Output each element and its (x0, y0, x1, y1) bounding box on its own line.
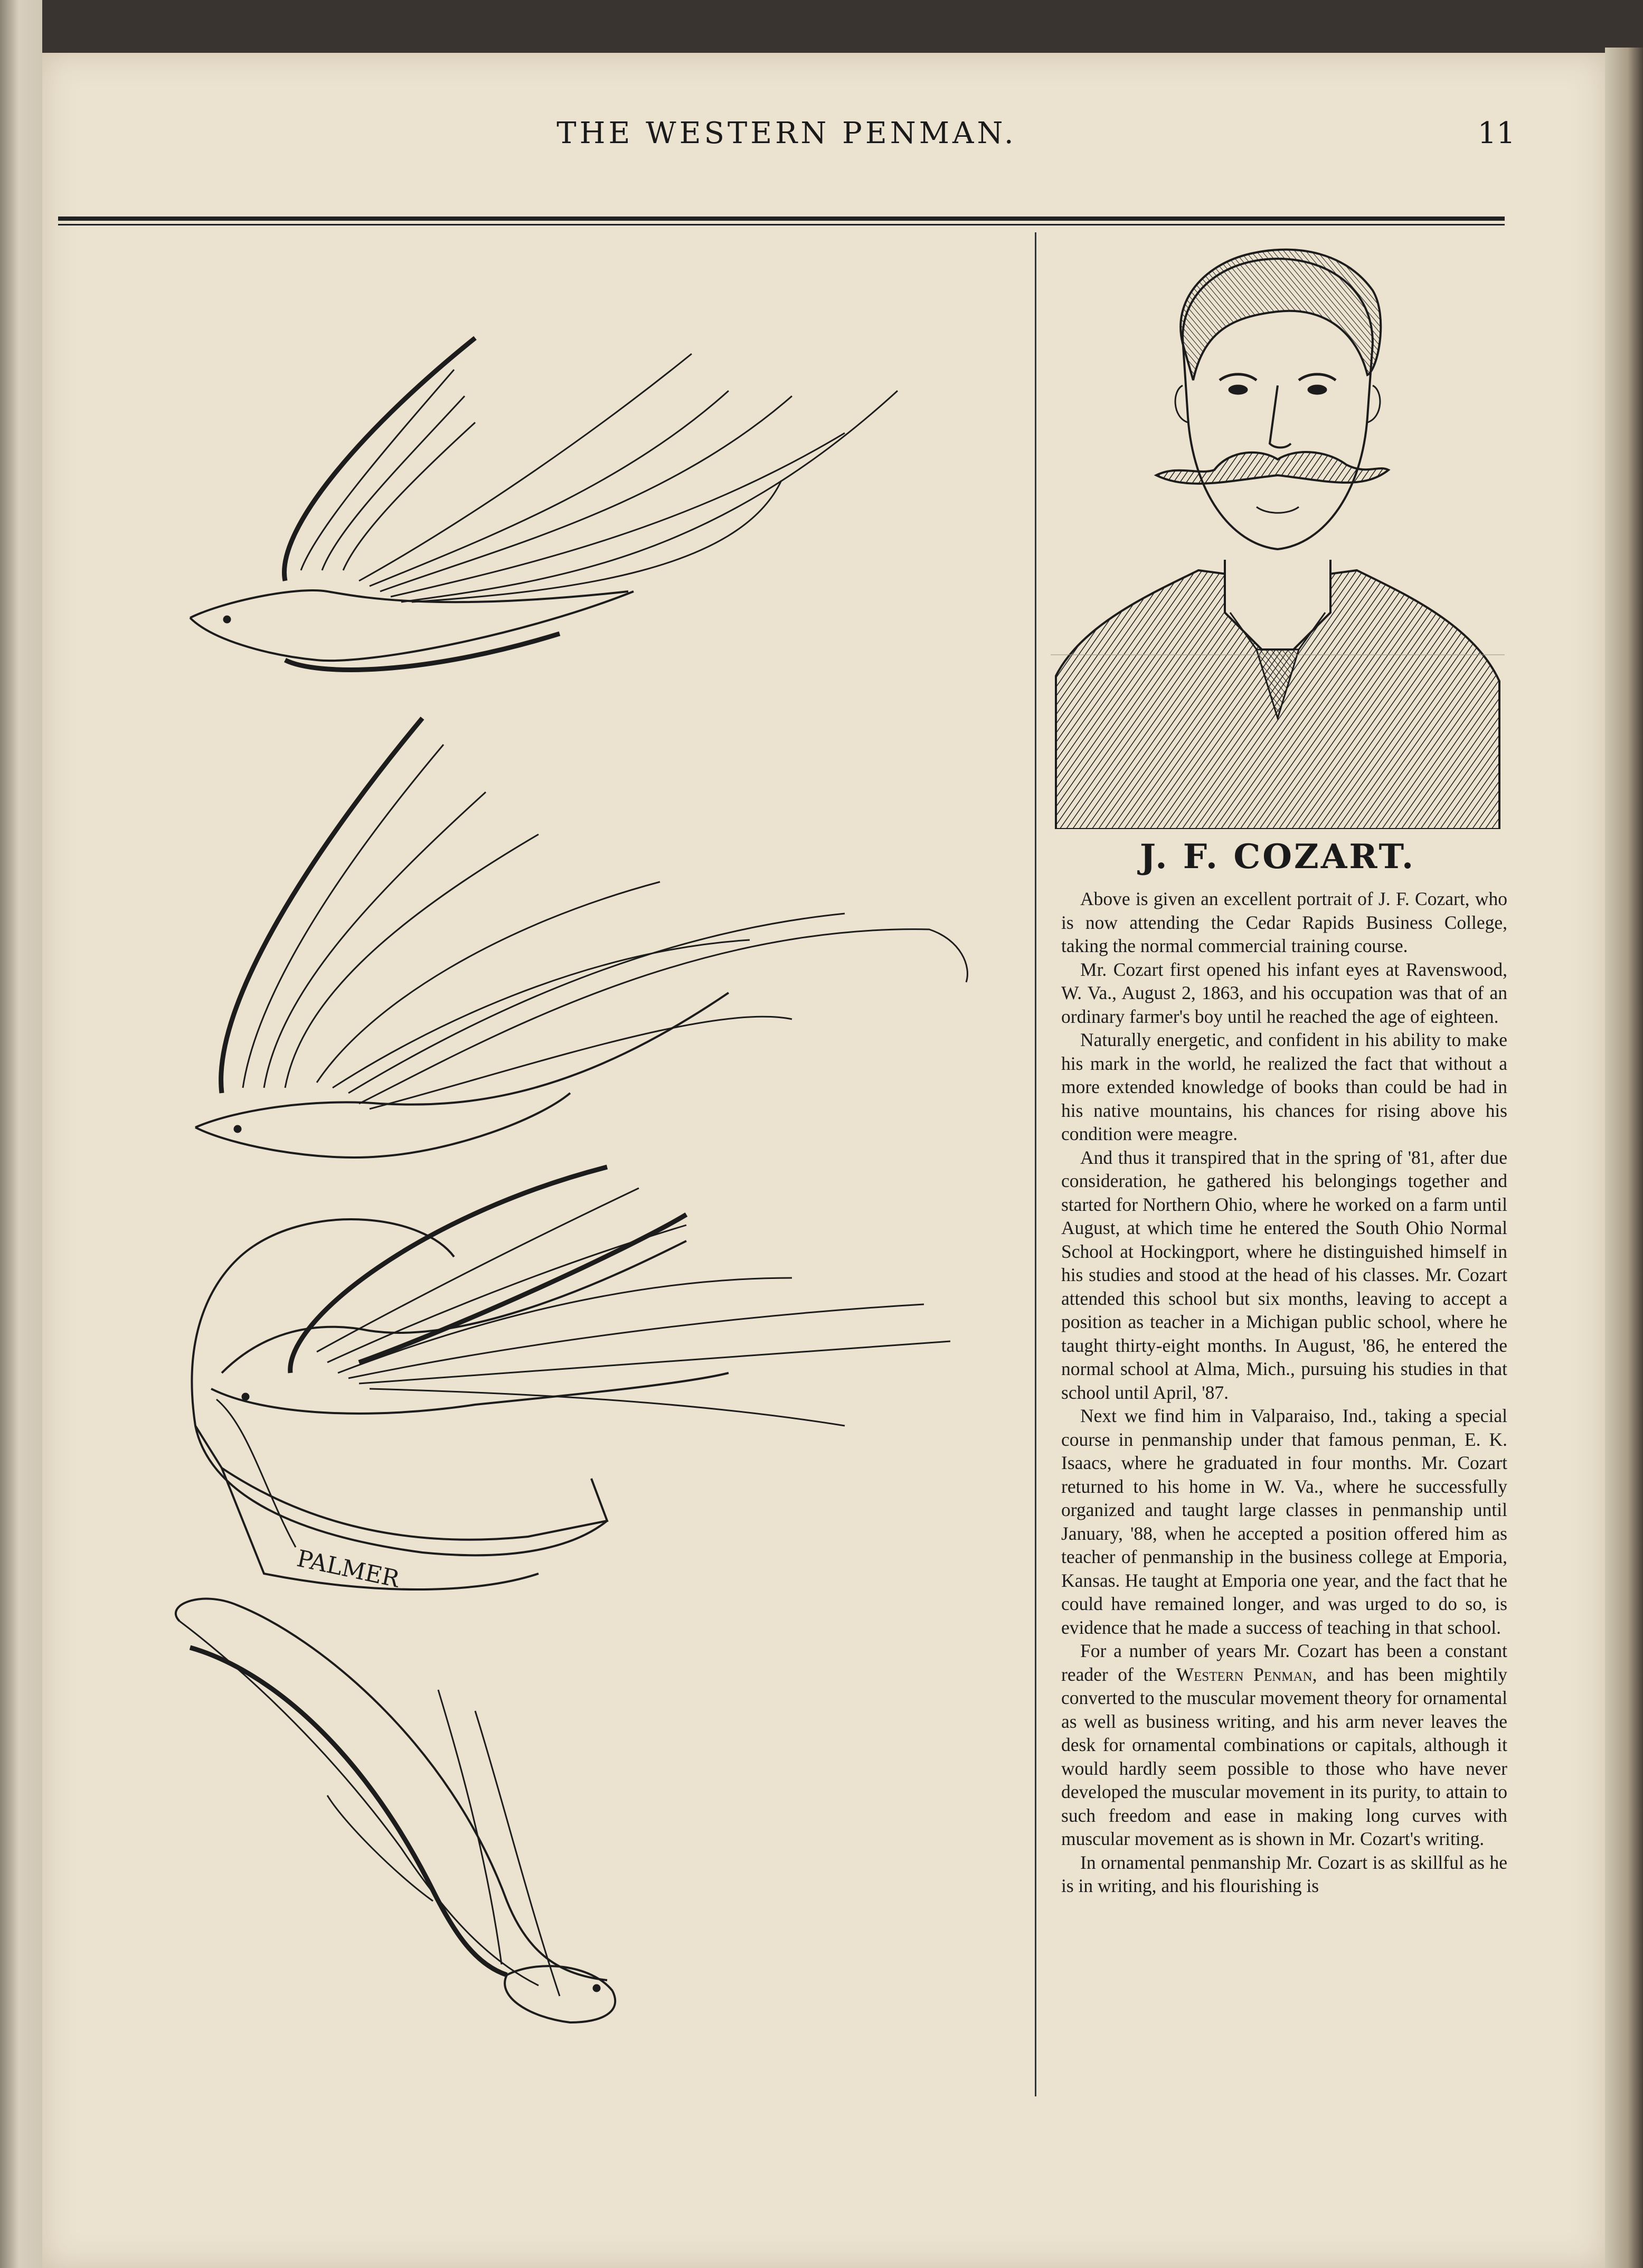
paragraph-6-end: , and has been mightily converted to the muscular movement theory for ornamental as well as business writing, and his arm never leaves the desk for ornamental combinations or capitals, although it would hardly seem possible to those who have never developed the muscular movement in its purity, to attain to such freedom and ease in making long curves with muscular movement as is shown in Mr. Cozart's writing. (1061, 1663, 1507, 1849)
page-number: 11 (1477, 116, 1515, 150)
palmer-signature: PALMER (294, 1545, 402, 1593)
header-rule-thin (58, 224, 1505, 225)
paragraph-4: And thus it transpired that in the spring of '81, after due consideration, he gathered his belongings together and started for Northern Ohio, where he worked on a farm until August, at which time he entered the South Ohio Normal School at Hockingport, where he distinguished himself in his studies and stood at the head of his classes. Mr. Cozart attended this school but six months, leaving to accept a position as teacher in a Michigan public school, where he taught thirty-eight months. In August, '86, he entered the normal school at Alma, Mich., pursuing his studies in that school until April, '87. (1061, 1146, 1507, 1403)
bird-4-with-loop (176, 1599, 615, 2022)
paragraph-6-start: For a number of years Mr. Cozart has been a constant reader of the (1061, 1640, 1507, 1685)
paragraph-3: Naturally energetic, and confident in his ability to make his mark in the world, he realized the fact that without a more extended knowledge of books than could be had in his native mountains, his chances for rising above his condition were meagre. (1061, 1029, 1507, 1144)
paragraph-6 (1061, 1639, 1507, 1851)
portrait-engraving (1051, 243, 1505, 829)
left-page-edge (0, 0, 42, 2268)
column-rule (1035, 232, 1036, 2096)
paragraph-7: In ornamental penmanship Mr. Cozart is as skillful as he is in writing, and his flourishing is (1061, 1851, 1507, 1896)
header-rule-thick (58, 217, 1505, 221)
running-head: THE WESTERN PENMAN. (556, 116, 1017, 150)
paragraph-5: Next we find him in Valparaiso, Ind., taking a special course in penmanship under that famous penman, E. K. Isaacs, where he graduated in four months. Mr. Cozart returned to his home in W. Va., where he successfully organized and taught large classes in penmanship until January, '88, when he accepted a position offered him as teacher of penmanship in the business college at Emporia, Kansas. He taught at Emporia one year, and the fact that he could have remained longer, and was urged to do so, is evidence that he made a success of teaching in that school. (1061, 1405, 1507, 1638)
magazine-name: Western Penman (1176, 1663, 1312, 1685)
article-title: J. F. COZART. (1139, 837, 1416, 877)
page-stack-edge (1605, 48, 1643, 2268)
article-body (1061, 887, 1507, 2102)
page-header (58, 116, 1515, 164)
bird-2 (195, 718, 967, 1157)
paragraph-2: Mr. Cozart first opened his infant eyes at Ravenswood, W. Va., August 2, 1863, and his occupation was that of an ordinary farmer's boy until he reached the age of eighteen. (1061, 958, 1507, 1027)
paragraph-1: Above is given an excellent portrait of J. F. Cozart, who is now attending the Cedar Rapids Business College, taking the normal commercial training course. (1061, 888, 1507, 956)
flourished-birds-illustration (158, 317, 982, 2059)
bird-3-with-scroll (192, 1167, 950, 1593)
bird-1 (190, 338, 898, 670)
